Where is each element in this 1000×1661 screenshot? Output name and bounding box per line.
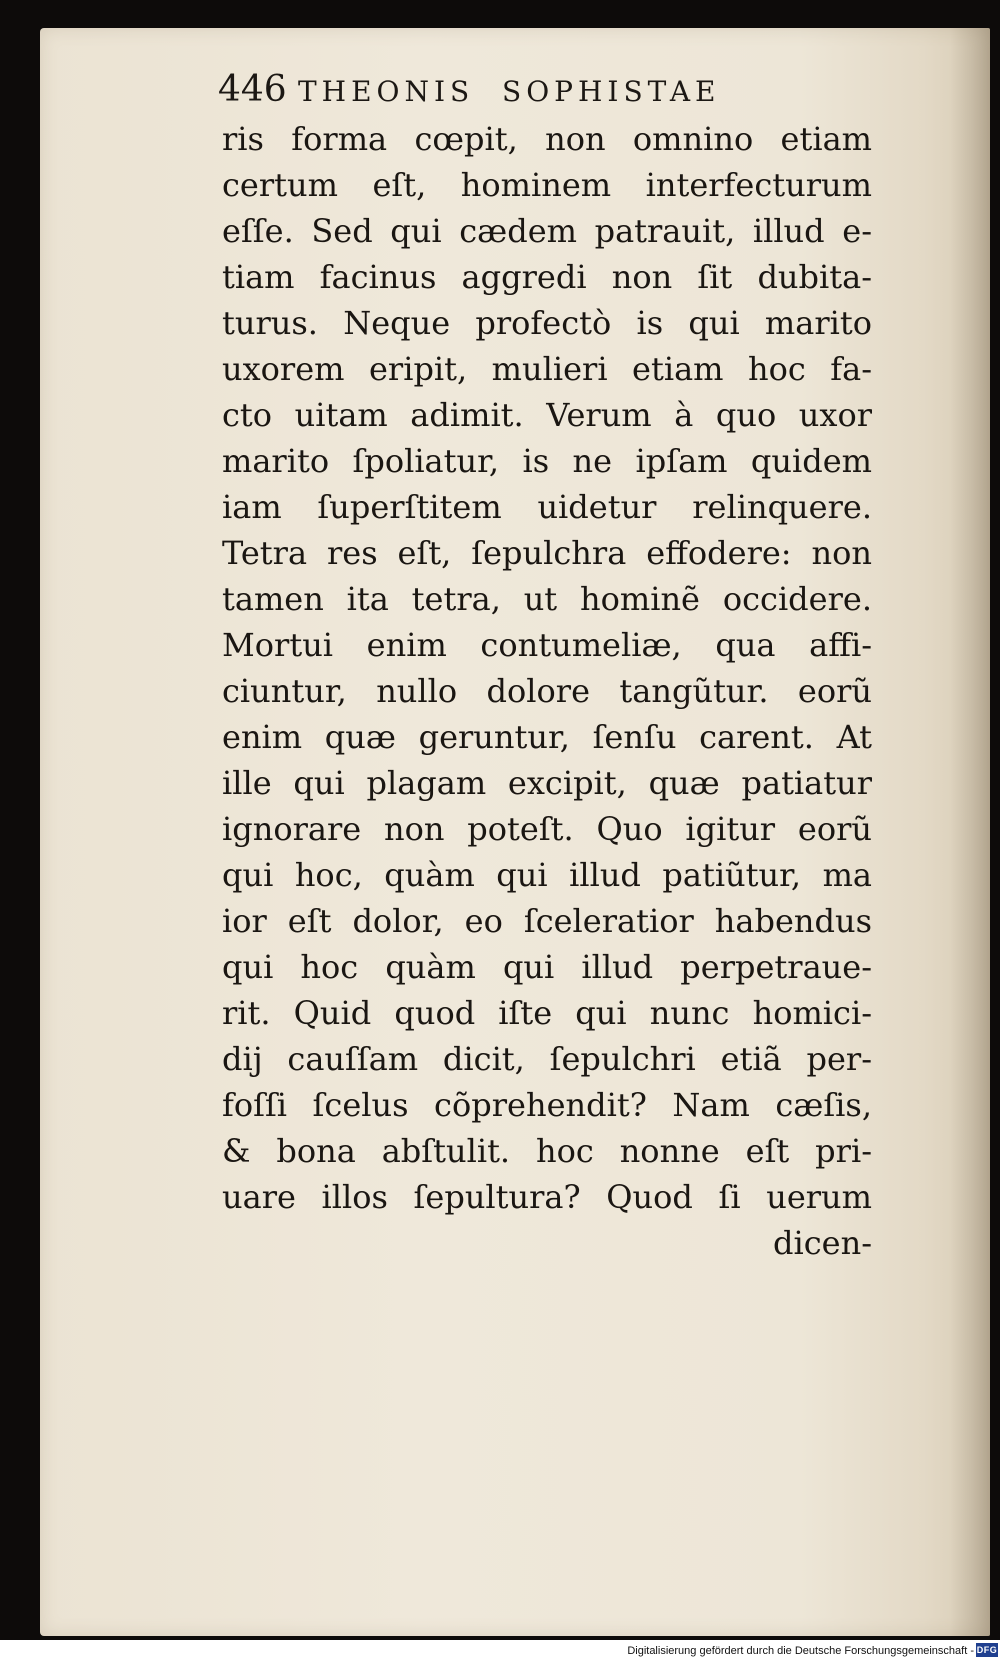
text-line: ior eſt dolor, eo ſceleratior habendus <box>222 902 872 940</box>
funding-credit: Digitalisierung gefördert durch die Deutsche Forschungsgemeinschaft - <box>627 1645 974 1657</box>
catchword: dicen- <box>773 1224 872 1262</box>
text-line: dij cauſſam dicit, ſepulchri etiã per- <box>222 1040 872 1078</box>
text-line: rit. Quid quod iſte qui nunc homici- <box>222 994 872 1032</box>
text-line: qui hoc quàm qui illud perpetraue- <box>222 948 872 986</box>
text-line: ciuntur, nullo dolore tangũtur. eorũ <box>222 672 872 710</box>
text-line: Mortui enim contumeliæ, qua affi- <box>222 626 872 664</box>
text-line: ille qui plagam excipit, quæ patiatur <box>222 764 872 802</box>
page-number: 446 <box>218 69 287 110</box>
text-line: qui hoc, quàm qui illud patiũtur, ma <box>222 856 872 894</box>
text-line: enim quæ geruntur, ſenſu carent. At <box>222 718 872 756</box>
text-line: uare illos ſepultura? Quod ſi uerum <box>222 1178 872 1216</box>
text-line: foſſi ſcelus cõprehendit? Nam cæſis, <box>222 1086 872 1124</box>
text-line: ignorare non poteſt. Quo igitur eorũ <box>222 810 872 848</box>
text-line: tamen ita tetra, ut hominẽ occidere. <box>222 580 872 618</box>
body-text <box>222 116 872 1266</box>
page-header <box>218 68 858 112</box>
text-line: ris forma cœpit, non omnino etiam <box>222 120 872 158</box>
text-line: & bona abſtulit. hoc nonne eſt pri- <box>222 1132 872 1170</box>
dfg-logo-icon: DFG <box>976 1645 998 1655</box>
text-line: uxorem eripit, mulieri etiam hoc fa- <box>222 350 872 388</box>
page-gutter-shadow <box>950 28 990 1636</box>
text-line: tiam facinus aggredi non ſit dubita- <box>222 258 872 296</box>
text-line: cto uitam adimit. Verum à quo uxor <box>222 396 872 434</box>
text-line: Tetra res eſt, ſepulchra effodere: non <box>222 534 872 572</box>
text-line: iam ſuperſtitem uidetur relinquere. <box>222 488 872 526</box>
text-line: turus. Neque profectò is qui marito <box>222 304 872 342</box>
text-line: marito ſpoliatur, is ne ipſam quidem <box>222 442 872 480</box>
text-line: certum eſt, hominem interfecturum <box>222 166 872 204</box>
running-head: THEONIS SOPHISTAE <box>298 75 721 108</box>
text-line: eſſe. Sed qui cædem patrauit, illud e- <box>222 212 872 250</box>
